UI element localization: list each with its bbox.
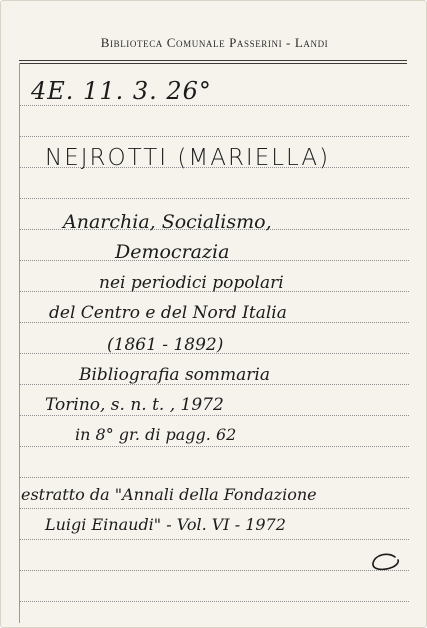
ruled-line bbox=[19, 601, 409, 602]
imprint-line: Torino, s. n. t. , 1972 bbox=[45, 395, 224, 415]
header-rule-top bbox=[19, 60, 407, 61]
library-header: Biblioteca Comunale Passerini - Landi bbox=[100, 35, 329, 50]
title-line: Anarchia, Socialismo, bbox=[63, 211, 272, 233]
header-rule-bottom bbox=[19, 63, 407, 64]
ruled-line bbox=[19, 446, 409, 447]
description-line: Bibliografia sommaria bbox=[79, 365, 270, 385]
ruled-line bbox=[19, 570, 409, 571]
ruled-line bbox=[19, 508, 409, 509]
ruled-line bbox=[19, 415, 409, 416]
title-line: del Centro e del Nord Italia bbox=[49, 303, 287, 323]
ruled-line bbox=[19, 539, 409, 540]
date-range: (1861 - 1892) bbox=[107, 335, 224, 355]
author-name: NEJROTTI (MARIELLA) bbox=[45, 145, 331, 171]
ruled-line bbox=[19, 136, 409, 137]
source-line: Luigi Einaudi" - Vol. VI - 1972 bbox=[45, 515, 286, 534]
title-line: nei periodici popolari bbox=[99, 273, 284, 293]
ruled-line bbox=[19, 198, 409, 199]
format-line: in 8° gr. di pagg. 62 bbox=[75, 425, 237, 444]
handwritten-mark-icon bbox=[369, 551, 401, 573]
ruled-line bbox=[19, 477, 409, 478]
title-line: Democrazia bbox=[115, 241, 230, 263]
call-number: 4E. 11. 3. 26° bbox=[31, 77, 212, 105]
source-line: estratto da "Annali della Fondazione bbox=[21, 485, 317, 504]
ruled-line bbox=[19, 105, 409, 106]
